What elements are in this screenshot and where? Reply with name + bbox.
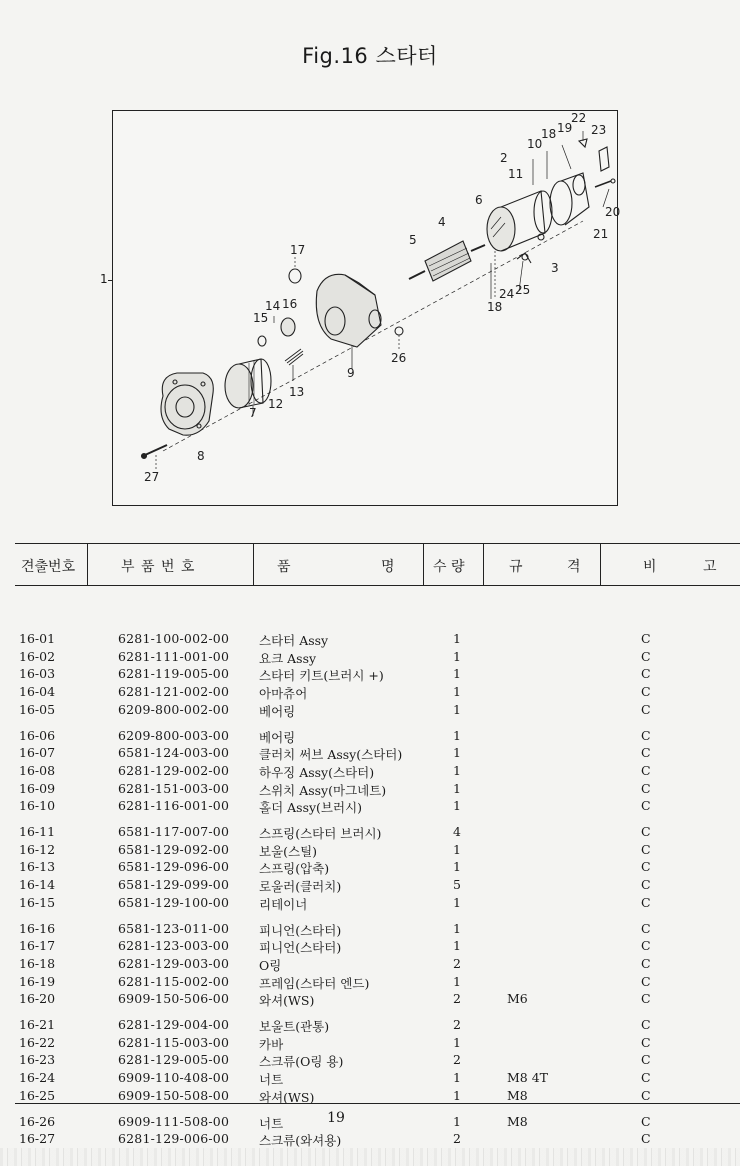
- cell-qty: 1: [453, 920, 461, 936]
- table-row: [15, 631, 740, 649]
- cell-note: C: [641, 973, 651, 989]
- cell-no: 16-03: [19, 666, 56, 682]
- callout-14: 14: [265, 299, 281, 313]
- cell-note: C: [641, 727, 651, 743]
- callout-22: 22: [571, 111, 587, 125]
- cell-pn: 6909-111-508-00: [118, 1113, 230, 1129]
- cell-qty: 1: [453, 727, 461, 743]
- cell-pn: 6581-129-096-00: [118, 859, 230, 875]
- cell-note: C: [641, 938, 651, 954]
- table-row: [15, 763, 740, 781]
- cell-qty: 1: [453, 841, 461, 857]
- cell-name: 스프링(압축): [259, 861, 330, 877]
- table-row: [15, 824, 740, 842]
- housing-part-8: [161, 373, 213, 435]
- cell-name: 아마츄어: [259, 686, 308, 702]
- cell-spec: M8: [507, 1113, 528, 1129]
- cell-name: 요크 Assy: [259, 650, 317, 666]
- cell-no: 16-08: [19, 762, 56, 778]
- table-bottom-rule: [15, 1103, 740, 1104]
- table-row: [15, 649, 740, 667]
- callout-9: 9: [347, 366, 355, 380]
- page-title: Fig.16 스타터: [302, 44, 438, 68]
- cell-pn: 6581-117-007-00: [118, 824, 230, 839]
- table-row: [15, 745, 740, 763]
- cell-pn: 6281-116-001-00: [118, 798, 230, 814]
- cell-qty: 1: [453, 701, 461, 717]
- cell-qty: 2: [453, 1017, 461, 1032]
- cell-note: C: [641, 824, 651, 839]
- cell-pn: 6281-129-003-00: [118, 955, 230, 971]
- cell-pn: 6281-129-005-00: [118, 1052, 230, 1068]
- header-name-a: 품: [277, 559, 291, 575]
- cell-qty: 1: [453, 1113, 461, 1129]
- cell-name: 스타터 키트(브러시 +): [259, 668, 384, 684]
- cell-name: 로울러(클러치): [259, 879, 342, 895]
- cell-note: C: [641, 701, 651, 717]
- cell-no: 16-14: [19, 877, 56, 893]
- callout-26: 26: [391, 351, 407, 365]
- callout-18-secondary: 18: [487, 300, 503, 314]
- cell-pn: 6281-129-006-00: [118, 1131, 230, 1147]
- cell-pn: 6281-151-003-00: [118, 780, 230, 796]
- cell-name: 하우징 Assy(스타터): [259, 764, 375, 780]
- cell-no: 16-23: [19, 1052, 56, 1068]
- cell-note: C: [641, 780, 651, 796]
- callout-13: 13: [289, 385, 305, 399]
- cell-no: 16-25: [19, 1087, 56, 1103]
- cell-pn: 6209-800-002-00: [118, 701, 230, 717]
- cell-spec: M8 4T: [507, 1070, 549, 1086]
- cell-note: C: [641, 1087, 651, 1103]
- cell-no: 16-11: [19, 824, 56, 839]
- cell-note: C: [641, 631, 651, 646]
- cell-pn: 6209-800-003-00: [118, 727, 230, 743]
- cell-pn: 6909-110-408-00: [118, 1070, 230, 1086]
- cell-no: 16-05: [19, 701, 56, 717]
- callout-8: 8: [197, 449, 205, 463]
- cell-name: 베어링: [259, 703, 296, 719]
- cell-name: 너트: [259, 1115, 284, 1131]
- callout-15: 15: [253, 311, 269, 325]
- frame-part-19: [533, 145, 589, 225]
- cell-qty: 1: [453, 745, 461, 761]
- callout-27: 27: [144, 470, 160, 484]
- table-row: [15, 877, 740, 895]
- table-row: [15, 921, 740, 939]
- cell-no: 16-15: [19, 894, 56, 910]
- callout-20: 20: [605, 205, 621, 219]
- cell-no: 16-20: [19, 991, 56, 1007]
- callout-19: 19: [557, 121, 573, 135]
- cell-pn: 6281-119-005-00: [118, 666, 230, 682]
- header-no: 견출번호: [21, 559, 76, 575]
- cell-pn: 6581-129-100-00: [118, 894, 230, 910]
- cell-qty: 5: [453, 877, 461, 893]
- table-row: [15, 728, 740, 746]
- hardware-parts-20-23: [579, 131, 615, 207]
- callout-1: 1: [100, 272, 108, 286]
- callout-24: 24: [499, 287, 515, 301]
- spring-part-13: [285, 349, 303, 365]
- cell-note: C: [641, 648, 651, 664]
- cell-pn: 6281-129-002-00: [118, 762, 230, 778]
- table-row: [15, 956, 740, 974]
- callout-23: 23: [591, 123, 607, 137]
- cell-no: 16-07: [19, 745, 56, 761]
- callout-5: 5: [409, 233, 417, 247]
- table-row: [15, 702, 740, 720]
- cell-name: O링: [259, 957, 282, 973]
- cell-note: C: [641, 920, 651, 936]
- cell-qty: 1: [453, 684, 461, 700]
- cell-note: C: [641, 798, 651, 814]
- table-row: [15, 991, 740, 1009]
- callout-18: 18: [541, 127, 557, 141]
- cell-pn: 6281-111-001-00: [118, 648, 230, 664]
- callout-17: 17: [290, 243, 306, 257]
- cell-pn: 6281-100-002-00: [118, 631, 230, 646]
- cell-no: 16-04: [19, 684, 56, 700]
- cell-pn: 6281-129-004-00: [118, 1017, 230, 1032]
- cell-note: C: [641, 859, 651, 875]
- switch-part-9: [316, 274, 381, 369]
- table-row: [15, 1131, 740, 1149]
- clutch-part-7: [225, 359, 271, 416]
- cell-no: 16-26: [19, 1113, 56, 1129]
- header-divider: [600, 544, 601, 585]
- armature-part-5: [409, 241, 485, 281]
- table-row: [15, 842, 740, 860]
- cell-note: C: [641, 877, 651, 893]
- cell-spec: M6: [507, 991, 528, 1007]
- cell-name: 스프링(스타터 브러시): [259, 826, 382, 841]
- cell-qty: 1: [453, 973, 461, 989]
- header-name-b: 명: [381, 559, 395, 575]
- bolt-part-27: [142, 445, 168, 471]
- cell-no: 16-01: [19, 631, 56, 646]
- callout-3: 3: [551, 261, 559, 275]
- cell-no: 16-21: [19, 1017, 56, 1032]
- cell-name: 와셔(WS): [259, 993, 315, 1009]
- table-row: [15, 1052, 740, 1070]
- callout-21: 21: [593, 227, 609, 241]
- table-row: [15, 1070, 740, 1088]
- table-row: [15, 1035, 740, 1053]
- cell-spec: M8: [507, 1087, 528, 1103]
- header-part-number: 부 품 번 호: [121, 559, 196, 575]
- parts-table: [15, 543, 740, 1149]
- cell-no: 16-22: [19, 1034, 56, 1050]
- table-row: [15, 684, 740, 702]
- cell-note: C: [641, 1017, 651, 1032]
- callout-25: 25: [515, 283, 531, 297]
- cell-no: 16-19: [19, 973, 56, 989]
- cell-qty: 2: [453, 1052, 461, 1068]
- scan-artifact-strip: [0, 1148, 740, 1166]
- cell-note: C: [641, 1034, 651, 1050]
- nut-part-26: [395, 327, 403, 335]
- cell-pn: 6581-124-003-00: [118, 745, 230, 761]
- header-divider: [253, 544, 254, 585]
- cell-name: 스크류(와셔용): [259, 1133, 342, 1149]
- cell-qty: 2: [453, 991, 461, 1007]
- cell-no: 16-24: [19, 1070, 56, 1086]
- cell-name: 베어링: [259, 729, 296, 745]
- header-divider: [483, 544, 484, 585]
- cell-qty: 1: [453, 1034, 461, 1050]
- cell-note: C: [641, 1070, 651, 1086]
- cell-no: 16-06: [19, 727, 56, 743]
- cell-pn: 6281-115-003-00: [118, 1034, 230, 1050]
- callout-10: 10: [527, 137, 543, 151]
- table-row: [15, 974, 740, 992]
- callout-12: 12: [268, 397, 284, 411]
- cell-pn: 6909-150-508-00: [118, 1087, 230, 1103]
- table-row: [15, 938, 740, 956]
- cell-qty: 1: [453, 1070, 461, 1086]
- cell-qty: 2: [453, 1131, 461, 1147]
- cell-qty: 1: [453, 894, 461, 910]
- header-spec-a: 규: [509, 559, 523, 575]
- cell-no: 16-12: [19, 841, 56, 857]
- cell-note: C: [641, 745, 651, 761]
- cell-pn: 6281-115-002-00: [118, 973, 230, 989]
- cell-qty: 4: [453, 824, 461, 839]
- table-row: [15, 666, 740, 684]
- cell-name: 피니언(스타터): [259, 940, 342, 956]
- cell-name: 카바: [259, 1036, 284, 1052]
- axis-centerline: [163, 221, 583, 451]
- table-row: [15, 781, 740, 799]
- cell-name: 홀더 Assy(브러시): [259, 800, 363, 816]
- cell-note: C: [641, 1113, 651, 1129]
- callout-2: 2: [500, 151, 508, 165]
- cell-pn: 6281-121-002-00: [118, 684, 230, 700]
- cell-name: 보울(스틸): [259, 843, 318, 859]
- cell-pn: 6281-123-003-00: [118, 938, 230, 954]
- cell-no: 16-10: [19, 798, 56, 814]
- cell-name: 너트: [259, 1072, 284, 1088]
- cell-name: 스타터 Assy: [259, 633, 329, 648]
- cell-note: C: [641, 955, 651, 971]
- cell-no: 16-27: [19, 1131, 56, 1147]
- header-note-a: 비: [643, 559, 657, 575]
- cell-pn: 6581-129-099-00: [118, 877, 230, 893]
- cell-no: 16-17: [19, 938, 56, 954]
- table-row: [15, 798, 740, 816]
- page-number: 19: [327, 1110, 345, 1126]
- cell-note: C: [641, 1052, 651, 1068]
- cell-note: C: [641, 841, 651, 857]
- cell-note: C: [641, 666, 651, 682]
- cell-qty: 1: [453, 798, 461, 814]
- cell-qty: 1: [453, 631, 461, 646]
- cell-name: 리테이너: [259, 896, 308, 912]
- cell-pn: 6909-150-506-00: [118, 991, 230, 1007]
- cell-name: 스위치 Assy(마그네트): [259, 782, 387, 798]
- cell-name: 프레임(스타터 엔드): [259, 975, 370, 991]
- cell-qty: 1: [453, 762, 461, 778]
- table-header: [15, 543, 740, 586]
- cell-pn: 6581-129-092-00: [118, 841, 230, 857]
- callout-7: 7: [249, 406, 257, 420]
- callout-6: 6: [475, 193, 483, 207]
- cell-no: 16-16: [19, 920, 56, 936]
- cell-name: 피니언(스타터): [259, 922, 342, 938]
- cell-qty: 1: [453, 666, 461, 682]
- header-divider: [423, 544, 424, 585]
- starter-exploded-view: [113, 111, 617, 505]
- cell-note: C: [641, 762, 651, 778]
- cell-no: 16-02: [19, 648, 56, 664]
- cell-pn: 6581-123-011-00: [118, 920, 230, 936]
- table-row: [15, 1017, 740, 1035]
- table-row: [15, 895, 740, 913]
- callout-4: 4: [438, 215, 446, 229]
- cell-name: 스크류(O링 용): [259, 1054, 344, 1070]
- cell-no: 16-18: [19, 955, 56, 971]
- header-qty: 수 량: [433, 559, 465, 575]
- header-spec-b: 격: [567, 559, 581, 575]
- table-row: [15, 859, 740, 877]
- header-divider: [87, 544, 88, 585]
- cell-qty: 1: [453, 859, 461, 875]
- cell-name: 클러치 써브 Assy(스타터): [259, 747, 403, 763]
- exploded-diagram: [112, 110, 621, 506]
- cell-no: 16-09: [19, 780, 56, 796]
- cell-qty: 1: [453, 780, 461, 796]
- cell-name: 와셔(WS): [259, 1089, 315, 1105]
- callout-11: 11: [508, 167, 524, 181]
- cell-name: 보울트(관통): [259, 1019, 330, 1034]
- cell-no: 16-13: [19, 859, 56, 875]
- cell-note: C: [641, 991, 651, 1007]
- cell-note: C: [641, 894, 651, 910]
- cell-qty: 1: [453, 1087, 461, 1103]
- cell-note: C: [641, 1131, 651, 1147]
- callout-16: 16: [282, 297, 298, 311]
- cell-qty: 2: [453, 955, 461, 971]
- cell-qty: 1: [453, 648, 461, 664]
- cell-note: C: [641, 684, 651, 700]
- header-note-b: 고: [703, 559, 717, 575]
- cell-qty: 1: [453, 938, 461, 954]
